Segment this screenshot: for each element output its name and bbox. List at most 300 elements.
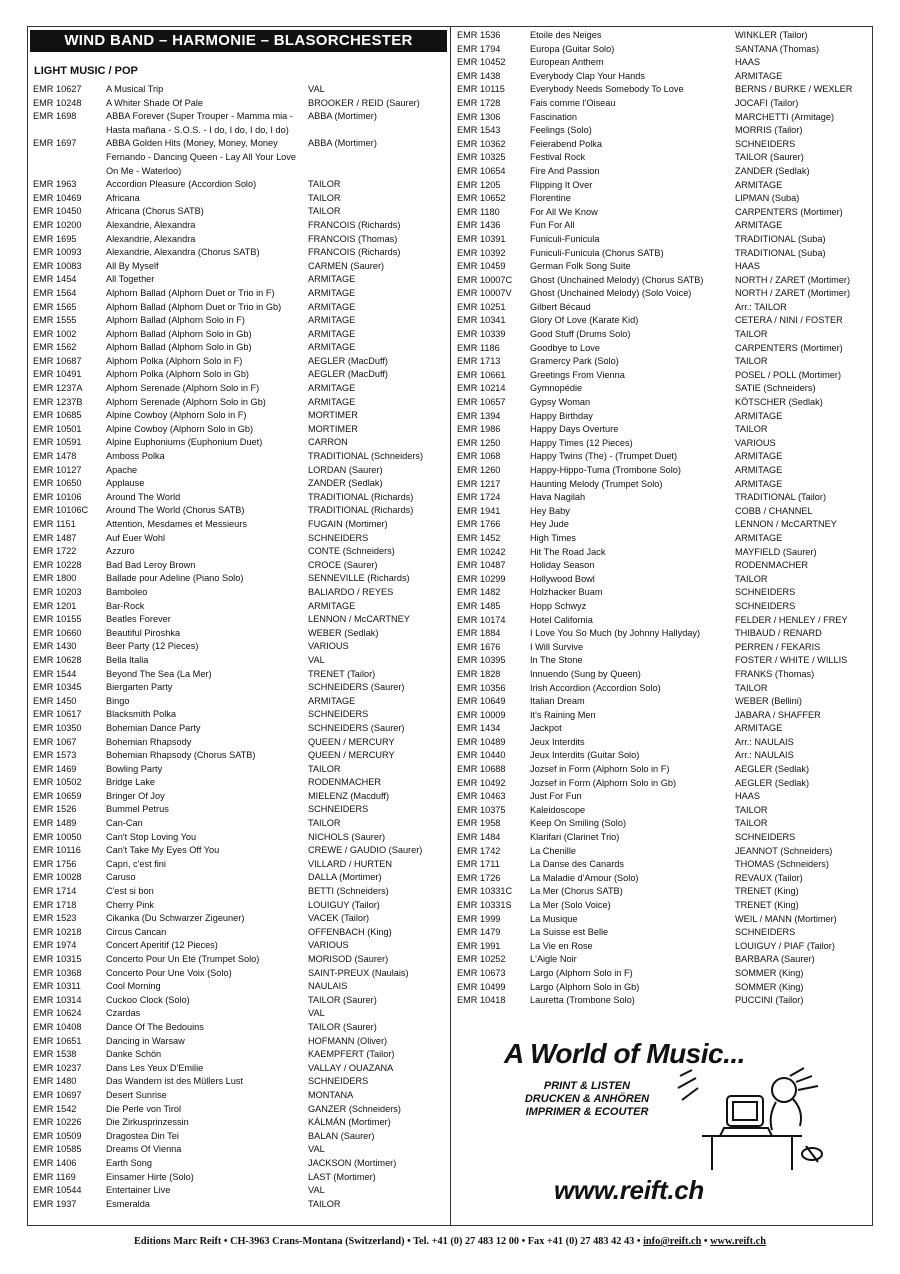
catalog-entry — [33, 858, 445, 872]
entry-composer: TAILOR — [308, 1198, 341, 1209]
entry-title: Happy Days Overture — [530, 424, 619, 435]
entry-composer: QUEEN / MERCURY — [308, 750, 395, 761]
catalog-entry — [33, 1116, 445, 1130]
entry-title: Dancing in Warsaw — [106, 1035, 185, 1046]
entry-code: EMR 10311 — [33, 981, 81, 992]
entry-composer: WEIL / MANN (Mortimer) — [735, 913, 837, 924]
entry-title: Dans Les Yeux D'Emilie — [106, 1062, 204, 1073]
entry-composer: SOMMER (King) — [735, 981, 804, 992]
entry-title: All Together — [106, 274, 155, 285]
entry-code: EMR 10214 — [457, 383, 506, 394]
entry-code: EMR 1724 — [457, 492, 501, 503]
catalog-entry — [33, 504, 445, 518]
entry-composer: ARMITAGE — [308, 396, 356, 407]
entry-title: Gramercy Park (Solo) — [530, 356, 619, 367]
entry-code: EMR 10116 — [33, 845, 81, 856]
entry-title: Jackpot — [530, 723, 562, 734]
entry-title: Africana — [106, 192, 140, 203]
entry-composer: VAL — [308, 84, 325, 94]
entry-composer: FOSTER / WHITE / WILLIS — [735, 655, 848, 666]
catalog-entry — [33, 341, 445, 355]
catalog-entry — [457, 70, 869, 84]
catalog-entry — [457, 396, 869, 410]
entry-composer: CARRON — [308, 437, 348, 448]
catalog-entry — [33, 1103, 445, 1117]
entry-code: EMR 1067 — [33, 736, 77, 747]
entry-composer: TAILOR — [735, 424, 768, 435]
catalog-entry — [457, 518, 869, 532]
entry-code: EMR 1478 — [33, 451, 77, 462]
entry-code: EMR 10391 — [457, 233, 506, 244]
entry-title: Accordion Pleasure (Accordion Solo) — [106, 179, 257, 190]
catalog-entry — [457, 777, 869, 791]
entry-code: EMR 10408 — [33, 1021, 82, 1032]
entry-composer: BALAN (Saurer) — [308, 1130, 375, 1141]
entry-title: Fais comme l'Oiseau — [530, 97, 616, 108]
catalog-entry — [457, 668, 869, 682]
entry-title: Alphorn Ballad (Alphorn Duet or Trio in Gb) — [106, 301, 282, 312]
entry-title: Festival Rock — [530, 152, 586, 163]
entry-code: EMR 1986 — [457, 424, 501, 435]
ad-url: www.reift.ch — [554, 1175, 705, 1205]
catalog-entry — [457, 614, 869, 628]
catalog-entry — [33, 436, 445, 450]
catalog-entry — [457, 845, 869, 859]
catalog-entry — [33, 763, 445, 777]
catalog-entry — [457, 600, 869, 614]
entry-composer: SCHNEIDERS (Saurer) — [308, 682, 405, 693]
entry-code: EMR 1711 — [457, 859, 500, 870]
entry-composer: MONTANA — [308, 1089, 354, 1100]
entry-composer: TRENET (Tailor) — [308, 668, 376, 679]
entry-title: Dance Of The Bedouins — [106, 1021, 204, 1032]
entry-code: EMR 10440 — [457, 750, 506, 761]
entry-title: Applause — [106, 478, 145, 489]
entry-code: EMR 10624 — [33, 1008, 82, 1019]
catalog-column-left — [33, 83, 445, 1211]
entry-title: Everybody Clap Your Hands — [530, 70, 645, 81]
entry-composer: ARMITAGE — [735, 478, 783, 489]
entry-composer: TRADITIONAL (Richards) — [308, 505, 414, 516]
catalog-entry — [457, 546, 869, 560]
entry-code: EMR 1436 — [457, 220, 501, 231]
entry-code: EMR 10356 — [457, 682, 506, 693]
catalog-entry — [457, 559, 869, 573]
entry-code: EMR 1430 — [33, 641, 77, 652]
entry-title: Can't Take My Eyes Off You — [106, 845, 220, 856]
entry-code: EMR 10237 — [33, 1062, 82, 1073]
entry-code: EMR 1186 — [457, 342, 500, 353]
entry-code: EMR 1974 — [33, 940, 77, 951]
section-heading: LIGHT MUSIC / POP — [34, 65, 138, 77]
entry-composer: CETERA / NINI / FOSTER — [735, 315, 843, 326]
catalog-banner: WIND BAND – HARMONIE – BLASORCHESTER — [30, 30, 447, 52]
entry-composer: TAILOR — [735, 804, 768, 815]
entry-code: EMR 10083 — [33, 260, 82, 271]
entry-code: EMR 10106 — [33, 491, 82, 502]
entry-code: EMR 10502 — [33, 777, 82, 788]
entry-title: Alphorn Ballad (Alphorn Duet or Trio in F) — [106, 287, 275, 298]
entry-composer: VARIOUS — [308, 940, 349, 951]
footer-email-link[interactable]: info@reift.ch — [643, 1236, 702, 1247]
entry-composer: JACKSON (Mortimer) — [308, 1157, 397, 1168]
entry-composer: BERNS / BURKE / WEXLER — [735, 84, 853, 95]
catalog-entry — [33, 314, 445, 328]
entry-title: Alphorn Polka (Alphorn Solo in Gb) — [106, 369, 249, 380]
catalog-entry — [457, 328, 869, 342]
catalog-entry — [33, 368, 445, 382]
catalog-entry — [33, 260, 445, 274]
entry-composer: ZANDER (Sedlak) — [735, 165, 810, 176]
entry-code: EMR 1800 — [33, 573, 77, 584]
catalog-entry — [33, 219, 445, 233]
catalog-entry — [457, 83, 869, 97]
entry-composer: LOUIGUY / PIAF (Tailor) — [735, 940, 835, 951]
footer-web-link[interactable]: www.reift.ch — [710, 1236, 766, 1247]
entry-code: EMR 10591 — [33, 437, 82, 448]
entry-composer: TAILOR (Saurer) — [735, 152, 804, 163]
entry-code: EMR 1479 — [457, 927, 501, 938]
entry-title: Alpine Euphoniums (Euphonium Duet) — [106, 437, 263, 448]
catalog-entry — [33, 1130, 445, 1144]
entry-code: EMR 10585 — [33, 1144, 82, 1155]
entry-title: Alphorn Ballad (Alphorn Solo in Gb) — [106, 328, 252, 339]
catalog-entry — [33, 97, 445, 111]
entry-composer: MORRIS (Tailor) — [735, 125, 803, 136]
entry-composer: SCHNEIDERS — [735, 600, 796, 611]
entry-composer: BALIARDO / REYES — [308, 586, 394, 597]
entry-composer: ARMITAGE — [308, 328, 356, 339]
footer-contact-text: Editions Marc Reift • CH-3963 Crans-Montana (Switzerland) • Tel. +41 (0) 27 483 12 00 • Fax +41 (0) 27 483 42 43 • — [134, 1236, 644, 1247]
catalog-entry — [33, 477, 445, 491]
entry-code: EMR 1728 — [457, 97, 501, 108]
entry-code: EMR 10492 — [457, 777, 506, 788]
entry-code: EMR 1237B — [33, 396, 83, 407]
entry-code: EMR 1698 — [33, 111, 77, 122]
catalog-entry — [457, 151, 869, 165]
catalog-entry — [33, 396, 445, 410]
entry-code: EMR 1487 — [33, 532, 77, 543]
entry-composer: TAILOR (Saurer) — [308, 1021, 377, 1032]
catalog-entry — [457, 233, 869, 247]
entry-title: It's Raining Men — [530, 709, 596, 720]
entry-composer: JEANNOT (Schneiders) — [735, 845, 833, 856]
entry-composer: SCHNEIDERS — [308, 804, 369, 815]
catalog-entry — [33, 980, 445, 994]
entry-title: Jeux Interdits — [530, 736, 585, 747]
entry-composer: ARMITAGE — [735, 410, 783, 421]
entry-composer: ARMITAGE — [735, 220, 783, 231]
entry-code: EMR 10339 — [457, 329, 506, 340]
entry-code: EMR 1713 — [457, 356, 501, 367]
catalog-entry — [457, 410, 869, 424]
entry-composer: VAL — [308, 1008, 325, 1019]
entry-code: EMR 10544 — [33, 1185, 82, 1196]
entry-title: Einsamer Hirte (Solo) — [106, 1171, 194, 1182]
entry-title: Hey Baby — [530, 505, 570, 516]
entry-composer: JABARA / SHAFFER — [735, 709, 821, 720]
catalog-entry — [33, 627, 445, 641]
entry-code: EMR 1794 — [457, 43, 501, 54]
catalog-entry — [33, 899, 445, 913]
entry-code: EMR 1697 — [33, 138, 77, 149]
entry-title: Fire And Passion — [530, 165, 600, 176]
entry-code: EMR 1742 — [457, 845, 501, 856]
catalog-entry — [33, 450, 445, 464]
entry-composer: NICHOLS (Saurer) — [308, 831, 386, 842]
entry-title: Around The World (Chorus SATB) — [106, 505, 245, 516]
entry-title: Beyond The Sea (La Mer) — [106, 668, 212, 679]
entry-composer: TAILOR — [735, 329, 768, 340]
entry-title: Bar-Rock — [106, 600, 145, 611]
ad-line-imprimer: IMPRIMER & ECOUTER — [525, 1106, 649, 1118]
catalog-entry — [33, 654, 445, 668]
catalog-entry — [457, 29, 869, 43]
entry-title: Can-Can — [106, 818, 143, 829]
entry-title: I Will Survive — [530, 641, 584, 652]
entry-title: Circus Cancan — [106, 926, 167, 937]
catalog-entry — [457, 369, 869, 383]
entry-composer: TAILOR (Saurer) — [308, 994, 377, 1005]
entry-code: EMR 10491 — [33, 369, 82, 380]
entry-composer: FRANKS (Thomas) — [735, 668, 815, 679]
catalog-entry — [33, 749, 445, 763]
entry-title: Ghost (Unchained Melody) (Chorus SATB) — [530, 274, 704, 285]
entry-composer: NAULAIS — [308, 981, 348, 992]
catalog-entry — [33, 464, 445, 478]
entry-title: Desert Sunrise — [106, 1089, 167, 1100]
entry-code: EMR 1884 — [457, 628, 501, 639]
entry-composer: JOCAFI (Tailor) — [735, 97, 799, 108]
entry-title: Funiculi-Funicula (Chorus SATB) — [530, 247, 664, 258]
entry-composer: BARBARA (Saurer) — [735, 954, 815, 965]
catalog-entry — [457, 274, 869, 288]
entry-title: La Maladie d'Amour (Solo) — [530, 872, 639, 883]
entry-code: EMR 1695 — [33, 233, 77, 244]
entry-title: Dreams Of Vienna — [106, 1144, 182, 1155]
entry-composer: FRANCOIS (Richards) — [308, 219, 401, 230]
entry-code: EMR 1480 — [33, 1076, 77, 1087]
entry-composer: TRADITIONAL (Richards) — [308, 491, 414, 502]
entry-title: Die Perle von Tirol — [106, 1103, 182, 1114]
entry-composer: CARPENTERS (Mortimer) — [735, 206, 843, 217]
entry-title: Alpine Cowboy (Alphorn Solo in Gb) — [106, 423, 254, 434]
catalog-entry — [457, 342, 869, 356]
catalog-entry — [33, 613, 445, 627]
entry-title: Attention, Mesdames et Messieurs — [106, 519, 247, 529]
catalog-entry — [457, 790, 869, 804]
musician-computer-illustration — [672, 1066, 832, 1176]
entry-composer: QUEEN / MERCURY — [308, 736, 395, 747]
entry-code: EMR 10685 — [33, 410, 82, 421]
entry-code: EMR 10106C — [33, 505, 89, 516]
entry-code: EMR 10203 — [33, 586, 82, 597]
catalog-entry — [33, 409, 445, 423]
entry-composer: FUGAIN (Mortimer) — [308, 519, 388, 529]
entry-composer: SCHNEIDERS — [735, 138, 796, 149]
entry-composer: KÖTSCHER (Sedlak) — [735, 397, 823, 408]
entry-composer: NORTH / ZARET (Mortimer) — [735, 288, 851, 299]
entry-code: EMR 1438 — [457, 70, 501, 81]
entry-title: Apache — [106, 464, 138, 475]
entry-title: Alphorn Serenade (Alphorn Solo in F) — [106, 383, 260, 394]
entry-code: EMR 10661 — [457, 369, 506, 380]
entry-code: EMR 1543 — [457, 125, 501, 136]
entry-title: Gypsy Woman — [530, 397, 591, 408]
entry-code: EMR 1068 — [457, 451, 501, 462]
entry-code: EMR 1250 — [457, 437, 501, 448]
entry-code: EMR 1489 — [33, 818, 77, 829]
catalog-entry — [33, 708, 445, 722]
entry-title: Hit The Road Jack — [530, 546, 606, 557]
entry-title: Glory Of Love (Karate Kid) — [530, 315, 639, 326]
entry-title: Concerto Pour Un Eté (Trumpet Solo) — [106, 954, 260, 964]
entry-composer: VARIOUS — [735, 437, 776, 448]
entry-composer: TAILOR — [308, 206, 341, 217]
entry-title: Hollywood Bowl — [530, 573, 595, 584]
entry-code: EMR 10649 — [457, 696, 506, 707]
catalog-entry — [33, 790, 445, 804]
catalog-entry — [457, 953, 869, 967]
entry-title: Bohemian Rhapsody (Chorus SATB) — [106, 750, 256, 761]
entry-composer: ARMITAGE — [735, 532, 783, 543]
entry-code: EMR 10469 — [33, 192, 82, 203]
catalog-entry — [33, 817, 445, 831]
catalog-entry — [33, 912, 445, 926]
entry-title: German Folk Song Suite — [530, 261, 631, 272]
catalog-entry — [457, 532, 869, 546]
entry-code: EMR 10697 — [33, 1089, 82, 1100]
catalog-column-right — [457, 29, 869, 1008]
entry-composer: THIBAUD / RENARD — [735, 628, 822, 639]
entry-code: EMR 1941 — [457, 505, 501, 516]
catalog-entry — [457, 260, 869, 274]
entry-composer: ARMITAGE — [308, 600, 356, 611]
entry-composer: CARMEN (Saurer) — [308, 260, 385, 271]
entry-composer: TRENET (King) — [735, 886, 799, 897]
catalog-entry — [457, 573, 869, 587]
catalog-entry — [33, 939, 445, 953]
catalog-entry — [33, 1062, 445, 1076]
catalog-entry — [457, 981, 869, 995]
catalog-entry — [457, 111, 869, 125]
catalog-entry — [33, 1089, 445, 1103]
entry-title: Flipping It Over — [530, 179, 593, 190]
footer-separator: • — [701, 1236, 711, 1247]
entry-title: Concerto Pour Une Voix (Solo) — [106, 967, 232, 978]
entry-title: La Mer (Chorus SATB) — [530, 886, 623, 897]
entry-code: EMR 10617 — [33, 709, 82, 720]
entry-code: EMR 1002 — [33, 328, 77, 339]
entry-code: EMR 1482 — [457, 587, 501, 598]
entry-title: Largo (Alphorn Solo in Gb) — [530, 981, 640, 992]
entry-composer: SCHNEIDERS — [735, 587, 796, 598]
entry-code: EMR 1766 — [457, 519, 501, 530]
entry-code: EMR 10331S — [457, 900, 512, 910]
entry-code: EMR 10252 — [457, 954, 506, 965]
entry-title: Bella Italia — [106, 654, 149, 665]
entry-composer: RODENMACHER — [308, 777, 381, 788]
catalog-entry — [457, 478, 869, 492]
entry-code: EMR 1536 — [457, 30, 501, 40]
entry-title: Bamboleo — [106, 586, 148, 597]
entry-composer: AEGLER (MacDuff) — [308, 369, 388, 380]
entry-title: Happy Times (12 Pieces) — [530, 437, 633, 448]
entry-composer: FELDER / HENLEY / FREY — [735, 614, 848, 625]
entry-code: EMR 1999 — [457, 913, 501, 924]
entry-composer: LAST (Mortimer) — [308, 1171, 376, 1182]
entry-code: EMR 10657 — [457, 397, 506, 408]
entry-composer: LOUIGUY (Tailor) — [308, 899, 380, 910]
entry-composer: SCHNEIDERS — [735, 927, 796, 938]
entry-code: EMR 10627 — [33, 84, 82, 94]
entry-code: EMR 10487 — [457, 560, 506, 571]
entry-title: European Anthem — [530, 57, 604, 68]
entry-title: ABBA Golden Hits (Money, Money, Money Fernando - Dancing Queen - Lay All Your Love On Me - Waterloo) — [106, 138, 296, 176]
catalog-entry — [457, 355, 869, 369]
entry-code: EMR 10009 — [457, 709, 506, 720]
entry-title: Holiday Season — [530, 560, 595, 571]
catalog-entry — [457, 967, 869, 981]
entry-code: EMR 10007C — [457, 274, 513, 285]
entry-composer: ARMITAGE — [308, 301, 356, 312]
entry-title: Goodbye to Love — [530, 342, 600, 353]
entry-composer: ARMITAGE — [735, 179, 783, 190]
entry-title: Lauretta (Trombone Solo) — [530, 995, 635, 1006]
entry-code: EMR 10375 — [457, 804, 506, 815]
entry-title: Irish Accordion (Accordion Solo) — [530, 682, 661, 693]
entry-title: Holzhacker Buam — [530, 587, 603, 598]
entry-composer: ARMITAGE — [735, 451, 783, 462]
entry-code: EMR 1718 — [33, 899, 77, 910]
entry-composer: FRANCOIS (Thomas) — [308, 233, 398, 244]
catalog-entry — [457, 423, 869, 437]
entry-title: Gymnopédie — [530, 383, 583, 394]
entry-composer: TRADITIONAL (Tailor) — [735, 492, 827, 503]
entry-composer: TAILOR — [735, 356, 768, 367]
entry-composer: ARMITAGE — [308, 315, 356, 326]
entry-code: EMR 10362 — [457, 138, 506, 149]
entry-code: EMR 10331C — [457, 886, 513, 897]
catalog-entry — [33, 137, 445, 178]
entry-title: La Musique — [530, 913, 578, 924]
catalog-entry — [457, 885, 869, 899]
entry-code: EMR 1828 — [457, 668, 501, 679]
entry-title: La Danse des Canards — [530, 859, 624, 870]
catalog-entry — [457, 926, 869, 940]
catalog-entry — [33, 246, 445, 260]
entry-code: EMR 10345 — [33, 682, 82, 693]
entry-composer: HOFMANN (Oliver) — [308, 1035, 388, 1046]
catalog-entry — [457, 382, 869, 396]
catalog-entry — [457, 682, 869, 696]
entry-title: Auf Euer Wohl — [106, 532, 166, 543]
entry-composer: WINKLER (Tailor) — [735, 30, 808, 40]
entry-composer: CONTE (Schneiders) — [308, 546, 395, 557]
ad-line-print: PRINT & LISTEN — [543, 1080, 631, 1092]
entry-code: EMR 1555 — [33, 315, 77, 326]
entry-composer: AEGLER (Sedlak) — [735, 764, 810, 775]
entry-code: EMR 10654 — [457, 165, 506, 176]
entry-composer: CREWE / GAUDIO (Saurer) — [308, 845, 423, 856]
catalog-entry — [457, 695, 869, 709]
catalog-entry — [33, 532, 445, 546]
entry-composer: VALLAY / OUAZANA — [308, 1062, 394, 1073]
entry-code: EMR 1201 — [33, 600, 77, 611]
entry-title: Jozsef in Form (Alphorn Solo in F) — [530, 764, 670, 775]
catalog-entry — [33, 885, 445, 899]
catalog-entry — [33, 355, 445, 369]
